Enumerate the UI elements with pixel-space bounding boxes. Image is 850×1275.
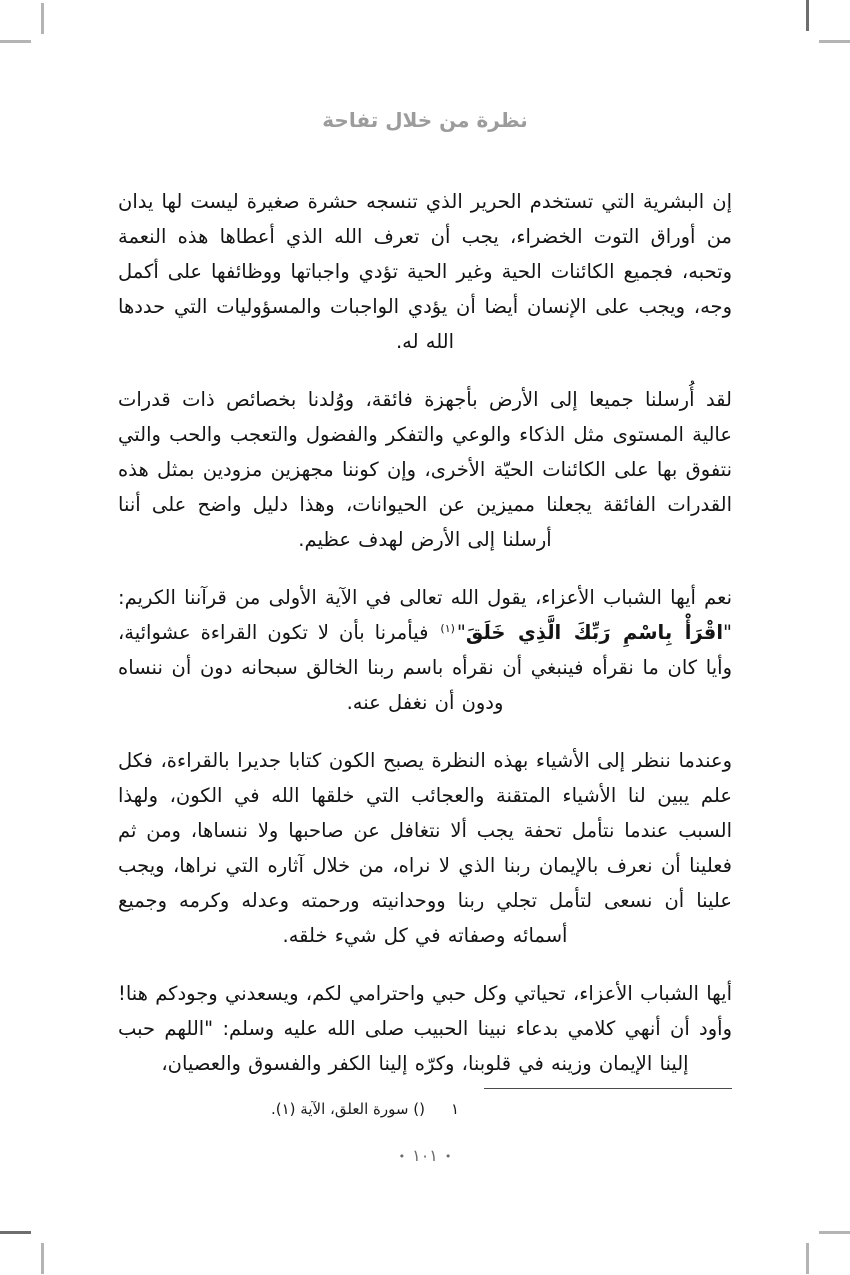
body-paragraph-3 (118, 580, 732, 720)
footnote-area (118, 1088, 732, 1120)
crop-mark-top-left-vertical (41, 3, 44, 34)
page-number-folio (0, 1146, 850, 1165)
body-paragraph-2: لقد أُرسلنا جميعا إلى الأرض بأجهزة فائقة، ووُلدنا بخصائص ذات قدرات عالية المستوى مثل الذكاء والوعي والتفكر والفضول والتعجب والحب والتي نتفوق بها على الكائنات الحيّة الأخرى، وإن كوننا مجهزين مزودين بمثل هذه القدرات الفائقة يجعلنا مميزين عن الحيوانات، وهذا دليل واضح على أننا أرسلنا إلى الأرض لهدف عظيم. (118, 388, 732, 551)
crop-mark-bottom-right-vertical (806, 1243, 809, 1274)
crop-mark-bottom-left-vertical (41, 1243, 44, 1274)
body-paragraph-5: أيها الشباب الأعزاء، تحياتي وكل حبي واحترامي لكم، ويسعدني وجودكم هنا! وأود أن أنهي كلامي بدعاء نبينا الحبيب صلى الله عليه وسلم: "اللهم حبب إلينا الإيمان وزينه في قلوبنا، وكرّه إلينا الكفر والفسوق والعصيان، (118, 982, 732, 1075)
footnote-text: () سورة العلق، الآية (١). (270, 1100, 425, 1118)
paragraph-3-tail: فيأمرنا بأن لا تكون القراءة عشوائية، وأيا كان ما نقرأه فينبغي أن نقرأه باسم ربنا الخالق سبحانه دون أن ننساه ودون أن نغفل عنه. (118, 621, 732, 714)
quote-close-mark: " (456, 621, 466, 644)
crop-mark-bottom-right-horizontal (819, 1231, 850, 1234)
body-paragraph-4: وعندما ننظر إلى الأشياء بهذه النظرة يصبح الكون كتابا جديرا بالقراءة، فكل علم يبين لنا الأشياء المتقنة والعجائب التي خلقها الله في الكون، ولهذا السبب عندما نتأمل تحفة يجب ألا نتغافل عن صاحبها ولا ننساها، ومن ثم فعلينا أن نعرف بالإيمان ربنا الذي لا نراه، من خلال آثاره التي نراها، ويجب علينا أن نسعى لتأمل تجلي ربنا ووحدانيته ورحمته وعدله وكرمه وجميع أسمائه وصفاته في كل شيء خلقه. (118, 749, 732, 947)
footnote-reference-marker[interactable]: (١) (440, 621, 455, 635)
crop-mark-top-left-horizontal (0, 40, 31, 43)
quran-verse: اقْرَأْ بِاسْمِ رَبِّكَ الَّذِي خَلَقَ (465, 621, 723, 644)
crop-mark-bottom-left-horizontal (0, 1231, 31, 1234)
footnote-separator-rule (484, 1088, 732, 1089)
text-column (118, 108, 732, 1081)
folio-dot-left: • (398, 1150, 406, 1163)
footnote-entry (118, 1098, 732, 1120)
paragraph-3-lead: نعم أيها الشباب الأعزاء، يقول الله تعالى في الآية الأولى من قرآننا الكريم: " (118, 586, 732, 644)
folio-number: ١٠١ (412, 1146, 438, 1165)
body-paragraph-1: إن البشرية التي تستخدم الحرير الذي تنسجه حشرة صغيرة ليست لها يدان من أوراق التوت الخضراء، يجب أن تعرف الله الذي أعطاها هذه النعمة وتحبه، فجميع الكائنات الحية وغير الحية تؤدي واجباتها ووظائفها على أكمل وجه، ويجب على الإنسان أيضا أن يؤدي الواجبات والمسؤوليات التي حددها الله له. (118, 190, 732, 353)
crop-mark-top-right-vertical (806, 0, 809, 31)
running-head: نظرة من خلال تفاحة (322, 108, 528, 132)
folio-dot-right: • (444, 1150, 452, 1163)
crop-mark-top-right-horizontal (819, 40, 850, 43)
footnote-number: ١ (450, 1100, 460, 1118)
